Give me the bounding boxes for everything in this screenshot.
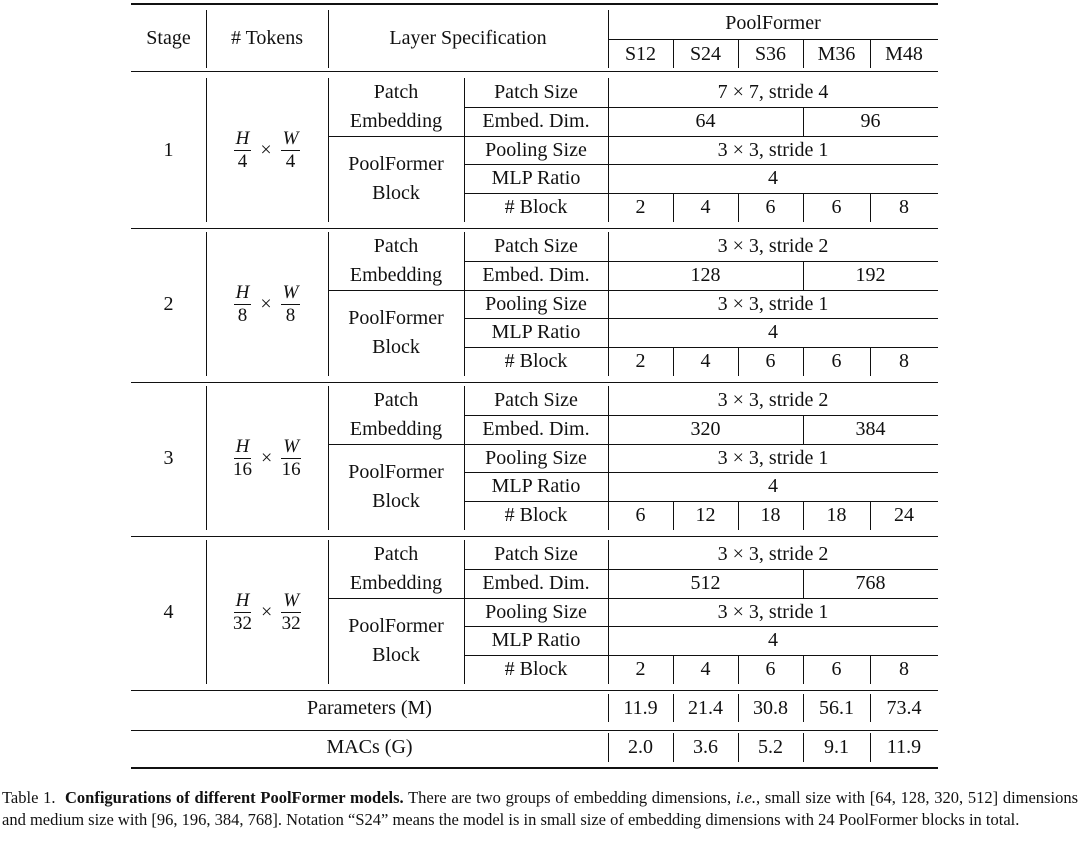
parameters-label: Parameters (M)	[307, 696, 432, 719]
table-rule	[131, 690, 938, 691]
fraction-denominator: 32	[232, 612, 252, 634]
mlp-ratio-value: 4	[768, 321, 778, 344]
parameters-value: 30.8	[753, 696, 788, 719]
fraction-denominator: 8	[237, 304, 248, 326]
stage-number: 4	[163, 600, 174, 623]
fraction	[234, 129, 252, 172]
embed-dim-small: 128	[690, 263, 721, 286]
fraction-numerator: H	[235, 435, 250, 457]
token-count	[206, 78, 328, 222]
embed-dim-medium: 384	[855, 417, 886, 440]
macs-value: 5.2	[758, 736, 783, 758]
embed-divider	[803, 107, 804, 136]
patch-embedding-label	[328, 540, 464, 598]
parameters-value: 11.9	[623, 696, 658, 719]
parameters-value: 21.4	[688, 696, 723, 719]
poolformer-block-label	[328, 598, 464, 684]
token-expression	[233, 437, 301, 480]
pooling-size-value: 3 × 3, stride 1	[717, 292, 829, 315]
patch-size-value: 3 × 3, stride 2	[717, 388, 829, 411]
spec-label-patch-size: Patch Size	[494, 80, 578, 103]
fraction-numerator: W	[283, 435, 300, 457]
fraction-denominator: 8	[285, 304, 296, 326]
fraction-denominator: 32	[281, 612, 301, 634]
poolformer-block-label	[328, 444, 464, 530]
block-divider	[870, 193, 871, 222]
fraction	[233, 591, 252, 634]
header-model: S12	[624, 42, 657, 65]
table-column-rule	[870, 694, 871, 722]
patch-embedding-label-line1: Patch	[373, 234, 419, 257]
block-count: 4	[700, 350, 711, 373]
caption-text2: , small size with [64, 128, 320, 512] dimensions and medium size with [96, 196, 384, 768]. Notation “S24” means the model is in small size of embedding dimensions with 24 PoolFormer blocks in total.	[2, 787, 1078, 829]
block-count: 12	[695, 504, 716, 527]
spec-label-num-block: # Block	[504, 350, 568, 373]
fraction-denominator: 4	[237, 150, 248, 172]
patch-size-value: 3 × 3, stride 2	[717, 542, 829, 565]
block-count: 18	[760, 504, 781, 527]
table-column-rule	[738, 40, 739, 68]
block-count: 6	[635, 504, 646, 527]
table-column-rule	[328, 10, 329, 68]
block-divider	[870, 655, 871, 684]
embed-divider	[803, 261, 804, 290]
block-count: 6	[765, 196, 776, 219]
block-divider	[803, 193, 804, 222]
table-column-rule	[673, 733, 674, 762]
mlp-ratio-value: 4	[768, 475, 778, 498]
table-column-rule	[870, 40, 871, 68]
block-count: 24	[894, 504, 914, 527]
fraction	[234, 283, 252, 326]
token-expression	[234, 129, 301, 172]
token-count	[206, 386, 328, 530]
header-layer-spec: Layer Specification	[389, 26, 547, 49]
embed-dim-small: 64	[695, 109, 716, 132]
table-rule	[131, 3, 938, 5]
mlp-ratio-value: 4	[768, 629, 778, 652]
spec-label-pooling-size: Pooling Size	[485, 446, 587, 469]
fraction	[233, 437, 252, 480]
header-model: M36	[817, 42, 856, 65]
block-count: 6	[831, 658, 842, 681]
patch-embedding-label-line1: Patch	[373, 542, 419, 565]
header-model: S36	[754, 42, 787, 65]
embed-dim-small: 320	[690, 417, 721, 440]
fraction-numerator: H	[235, 589, 250, 611]
block-count: 6	[765, 658, 776, 681]
spec-label-patch-size: Patch Size	[494, 234, 578, 257]
spec-label-embed-dim: Embed. Dim.	[482, 109, 590, 132]
header-model: M48	[885, 42, 923, 65]
block-divider	[738, 193, 739, 222]
fraction-numerator: W	[283, 589, 300, 611]
header-model: S24	[689, 42, 722, 65]
times-sign: ×	[260, 138, 272, 161]
block-divider	[803, 501, 804, 530]
spec-label-num-block: # Block	[504, 196, 568, 219]
patch-embedding-label-line2: Embedding	[349, 109, 443, 132]
embed-dim-small: 512	[690, 571, 721, 594]
patch-embedding-label	[328, 386, 464, 444]
block-divider	[673, 347, 674, 376]
pooling-size-value: 3 × 3, stride 1	[717, 600, 829, 623]
table-column-rule	[870, 733, 871, 762]
table-column-rule	[206, 10, 207, 68]
token-expression	[233, 591, 301, 634]
macs-value: 2.0	[628, 736, 653, 758]
table-column-rule	[673, 40, 674, 68]
spec-label-num-block: # Block	[504, 658, 568, 681]
token-count	[206, 540, 328, 684]
table-rule	[131, 730, 938, 731]
patch-embedding-label-line1: Patch	[373, 388, 419, 411]
table-rule	[131, 382, 938, 383]
header-tokens: # Tokens	[230, 26, 304, 49]
fraction	[281, 591, 301, 634]
block-divider	[870, 501, 871, 530]
block-count: 6	[765, 350, 776, 373]
spec-label-patch-size: Patch Size	[494, 542, 578, 565]
spec-label-pooling-size: Pooling Size	[485, 600, 587, 623]
block-divider	[673, 193, 674, 222]
parameters-value: 56.1	[819, 696, 854, 719]
poolformer-block-label	[328, 290, 464, 376]
times-sign: ×	[260, 446, 273, 469]
caption-prefix: Table 1.	[2, 787, 56, 807]
table-rule	[131, 71, 938, 72]
block-divider	[738, 347, 739, 376]
spec-label-mlp-ratio: MLP Ratio	[491, 475, 581, 498]
poolformer-block-label-line1: PoolFormer	[348, 152, 444, 175]
patch-embedding-label-line1: Patch	[373, 80, 419, 103]
fraction	[281, 437, 301, 480]
embed-divider	[803, 569, 804, 598]
embed-dim-medium: 96	[860, 109, 881, 132]
stage-number: 1	[163, 138, 174, 161]
stage-number: 2	[163, 292, 174, 315]
caption-text1: There are two groups of embedding dimensions,	[408, 787, 732, 807]
macs-label: MACs (G)	[326, 736, 413, 758]
table-column-rule	[803, 694, 804, 722]
table-caption	[2, 787, 1078, 831]
table-column-rule	[738, 694, 739, 722]
block-divider	[673, 501, 674, 530]
patch-embedding-label-line2: Embedding	[349, 571, 443, 594]
spec-label-embed-dim: Embed. Dim.	[482, 571, 590, 594]
token-expression	[234, 283, 301, 326]
spec-label-pooling-size: Pooling Size	[485, 138, 587, 161]
block-count: 2	[635, 658, 646, 681]
fraction-numerator: H	[235, 281, 250, 303]
header-stage: Stage	[146, 26, 191, 49]
fraction-denominator: 16	[232, 458, 252, 480]
poolformer-block-label-line2: Block	[372, 643, 420, 666]
patch-size-value: 3 × 3, stride 2	[717, 234, 829, 257]
block-count: 2	[635, 350, 646, 373]
table-column-rule	[738, 733, 739, 762]
times-sign: ×	[260, 600, 273, 623]
block-divider	[803, 655, 804, 684]
block-count: 8	[899, 196, 909, 219]
fraction-denominator: 4	[285, 150, 296, 172]
fraction-numerator: W	[282, 127, 299, 149]
spec-label-embed-dim: Embed. Dim.	[482, 417, 590, 440]
patch-embedding-label-line2: Embedding	[349, 263, 443, 286]
block-divider	[870, 347, 871, 376]
spec-label-pooling-size: Pooling Size	[485, 292, 587, 315]
table-column-rule	[673, 694, 674, 722]
poolformer-block-label-line2: Block	[372, 489, 420, 512]
block-divider	[673, 655, 674, 684]
mlp-ratio-value: 4	[768, 167, 778, 190]
block-divider	[738, 655, 739, 684]
spec-label-num-block: # Block	[504, 504, 568, 527]
fraction	[281, 283, 301, 326]
table-column-rule	[803, 40, 804, 68]
times-sign: ×	[260, 292, 272, 315]
macs-value: 11.9	[886, 736, 922, 758]
patch-embedding-label	[328, 78, 464, 136]
macs-value: 3.6	[693, 736, 718, 758]
fraction-numerator: H	[235, 127, 250, 149]
stage-number: 3	[163, 446, 174, 469]
macs-value: 9.1	[824, 736, 849, 758]
table-column-rule	[608, 10, 609, 68]
poolformer-block-label-line1: PoolFormer	[348, 306, 444, 329]
parameters-value: 73.4	[886, 696, 922, 719]
poolformer-block-label-line2: Block	[372, 335, 420, 358]
pooling-size-value: 3 × 3, stride 1	[717, 446, 829, 469]
caption-ie: i.e.	[735, 787, 756, 807]
table-rule	[131, 767, 938, 769]
block-count: 4	[700, 658, 711, 681]
spec-label-embed-dim: Embed. Dim.	[482, 263, 590, 286]
token-count	[206, 232, 328, 376]
spec-label-patch-size: Patch Size	[494, 388, 578, 411]
embed-dim-medium: 768	[855, 571, 886, 594]
pooling-size-value: 3 × 3, stride 1	[717, 138, 829, 161]
table-rule	[131, 228, 938, 229]
patch-embedding-label	[328, 232, 464, 290]
spec-label-mlp-ratio: MLP Ratio	[491, 321, 581, 344]
block-count: 18	[826, 504, 847, 527]
poolformer-block-label-line1: PoolFormer	[348, 460, 444, 483]
caption-bold: Configurations of different PoolFormer models.	[64, 787, 404, 807]
poolformer-block-label	[328, 136, 464, 222]
fraction-numerator: W	[282, 281, 299, 303]
block-divider	[803, 347, 804, 376]
embed-dim-medium: 192	[855, 263, 886, 286]
poolformer-block-label-line1: PoolFormer	[348, 614, 444, 637]
block-count: 4	[700, 196, 711, 219]
header-poolformer: PoolFormer	[725, 11, 821, 34]
patch-size-value: 7 × 7, stride 4	[717, 80, 829, 103]
poolformer-block-label-line2: Block	[372, 181, 420, 204]
block-count: 2	[635, 196, 646, 219]
block-count: 6	[831, 350, 842, 373]
block-divider	[738, 501, 739, 530]
block-count: 6	[831, 196, 842, 219]
table-rule	[131, 536, 938, 537]
block-count: 8	[899, 658, 909, 681]
patch-embedding-label-line2: Embedding	[349, 417, 443, 440]
fraction	[281, 129, 301, 172]
table-column-rule	[803, 733, 804, 762]
embed-divider	[803, 415, 804, 444]
block-count: 8	[899, 350, 909, 373]
fraction-denominator: 16	[281, 458, 301, 480]
spec-label-mlp-ratio: MLP Ratio	[491, 629, 581, 652]
spec-label-mlp-ratio: MLP Ratio	[491, 167, 581, 190]
